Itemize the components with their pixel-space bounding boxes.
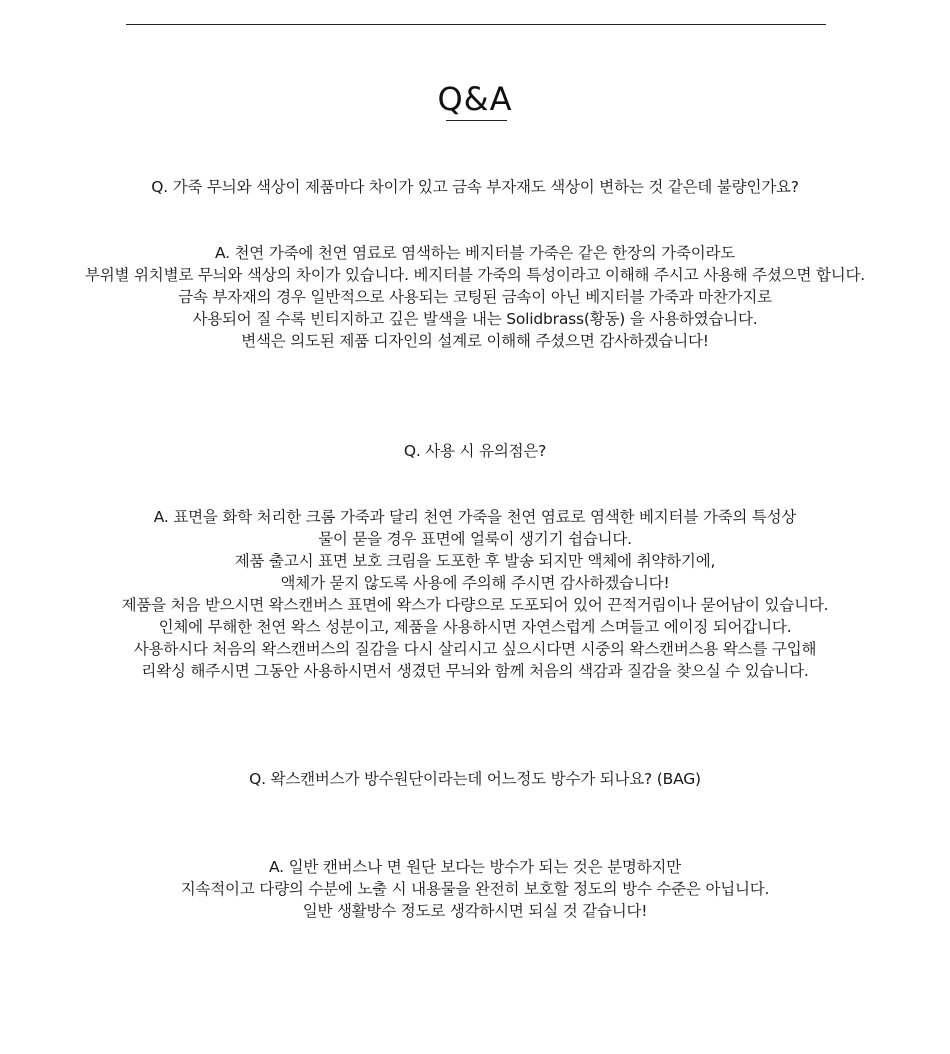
answer-line: 부위별 위치별로 무늬와 색상의 차이가 있습니다. 베지터블 가죽의 특성이라고 이해해 주시고 사용해 주셨으면 합니다. <box>84 266 865 284</box>
qa-question: Q. 가죽 무늬와 색상이 제품마다 차이가 있고 금속 부자재도 색상이 변하는 것 같은데 불량인가요? <box>151 178 799 196</box>
answer-line: 인체에 무해한 천연 왁스 성분이고, 제품을 사용하시면 자연스럽게 스며들고 에이징 되어갑니다. <box>158 618 792 636</box>
answer-line: 사용하시다 처음의 왁스캔버스의 질감을 다시 살리시고 싶으시다면 시중의 왁스캔버스용 왁스를 구입해 <box>133 640 817 658</box>
answer-line: 물이 묻을 경우 표면에 얼룩이 생기기 쉽습니다. <box>318 530 632 548</box>
answer-line: 제품 출고시 표면 보호 크림을 도포한 후 발송 되지만 액체에 취약하기에, <box>234 552 716 570</box>
top-divider <box>126 24 826 25</box>
page-title: Q&A <box>437 80 513 119</box>
qa-answer <box>0 856 950 922</box>
answer-line: 제품을 처음 받으시면 왁스캔버스 표면에 왁스가 다량으로 도포되어 있어 끈적거림이나 묻어남이 있습니다. <box>121 596 829 614</box>
answer-line: 액체가 묻지 않도록 사용에 주의해 주시면 감사하겠습니다! <box>280 574 670 592</box>
qa-question: Q. 사용 시 유의점은? <box>403 442 547 460</box>
answer-line: A. 천연 가죽에 천연 염료로 염색하는 베지터블 가죽은 같은 한장의 가죽이라도 <box>214 244 736 262</box>
qa-answer <box>0 242 950 352</box>
answer-line: 리왁싱 해주시면 그동안 사용하시면서 생겼던 무늬와 함께 처음의 색감과 질감을 찾으실 수 있습니다. <box>141 662 809 680</box>
answer-line: 사용되어 질 수록 빈티지하고 깊은 발색을 내는 Solidbrass(황동) 을 사용하였습니다. <box>192 310 758 328</box>
answer-line: 지속적이고 다량의 수분에 노출 시 내용물을 완전히 보호할 정도의 방수 수준은 아닙니다. <box>180 880 770 898</box>
qa-question: Q. 왁스캔버스가 방수원단이라는데 어느정도 방수가 되나요? (BAG) <box>249 770 701 788</box>
answer-line: A. 표면을 화학 처리한 크롬 가죽과 달리 천연 가죽을 천연 염료로 염색한 베지터블 가죽의 특성상 <box>153 508 797 526</box>
answer-line: 변색은 의도된 제품 디자인의 설계로 이해해 주셨으면 감사하겠습니다! <box>241 332 709 350</box>
answer-line: 일반 생활방수 정도로 생각하시면 되실 것 같습니다! <box>302 902 648 920</box>
answer-line: 금속 부자재의 경우 일반적으로 사용되는 코팅된 금속이 아닌 베지터블 가죽과 마찬가지로 <box>178 288 772 306</box>
answer-line: A. 일반 캔버스나 면 원단 보다는 방수가 되는 것은 분명하지만 <box>269 858 681 876</box>
title-underline <box>446 120 507 121</box>
qa-answer <box>0 506 950 682</box>
